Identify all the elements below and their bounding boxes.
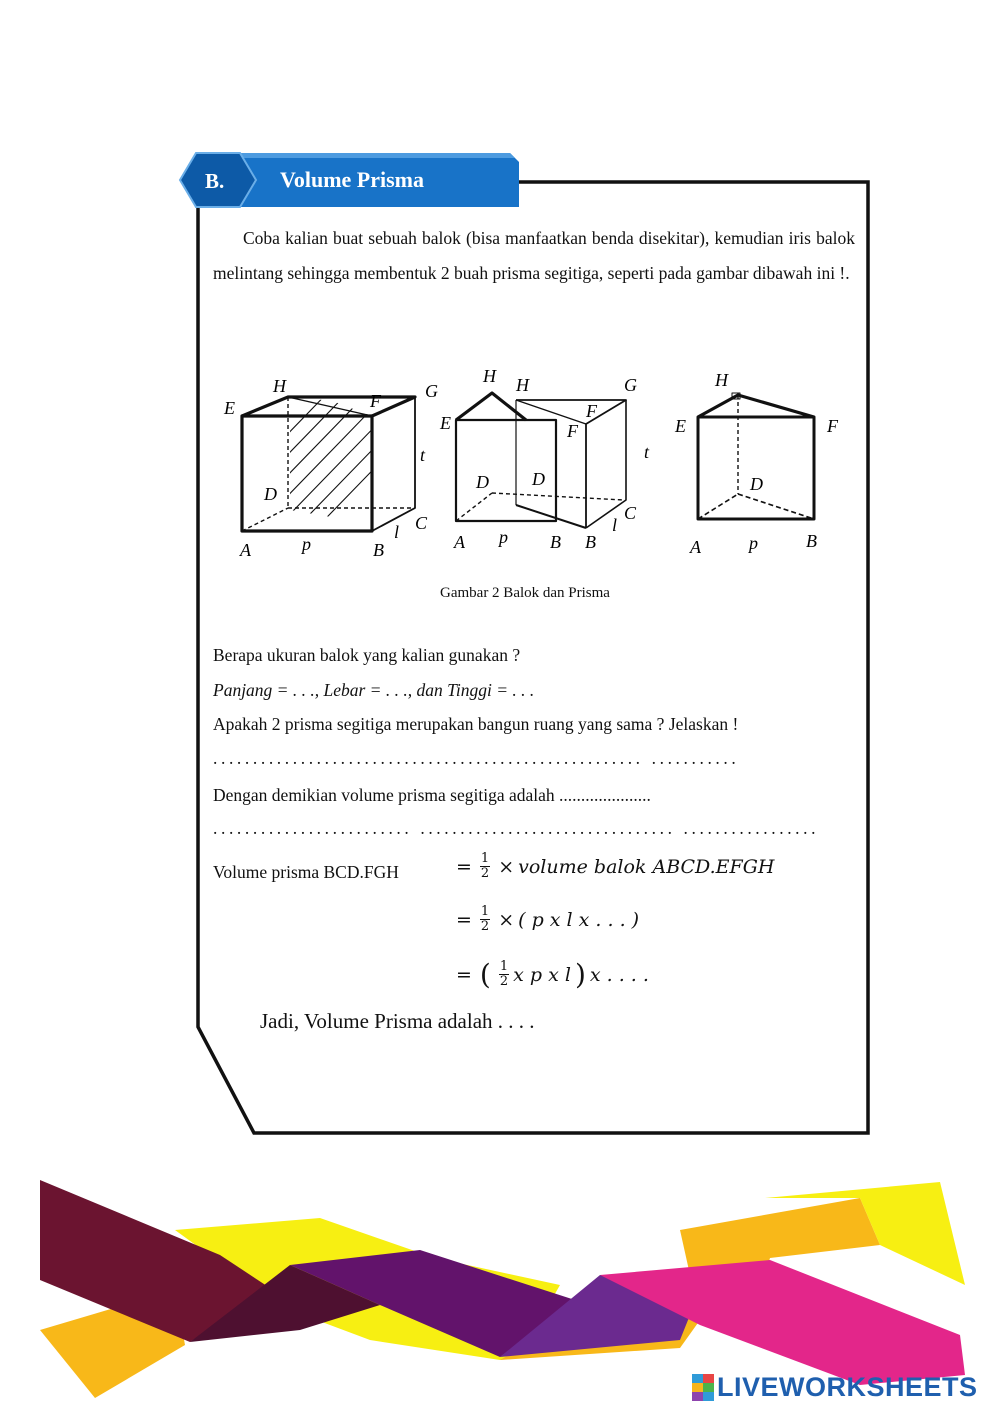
answer-line-2: ......................... ................................ ................. — [213, 818, 820, 838]
liveworksheets-logo-icon — [692, 1374, 714, 1402]
formula-line-1: = $\frac{1}{2}$ × volume balok ABCD.EFGH — [456, 851, 775, 881]
prism-label-D: D — [750, 474, 763, 494]
cube-label-l: l — [394, 522, 400, 542]
split-label-D2: D — [532, 469, 545, 489]
cube-label-G: G — [425, 381, 438, 401]
split-label-E: E — [440, 413, 451, 433]
dimensions-fill: Panjang = . . ., Lebar = . . ., dan Tinggi = . . . — [213, 680, 535, 700]
formula-label: Volume prisma BCD.FGH — [213, 862, 399, 882]
split-label-p: p — [499, 527, 508, 547]
fraction-half: $\frac{1}{2}$ — [480, 851, 490, 881]
prism-label-H: H — [715, 370, 728, 390]
formula-2-rest: ( p x l x . . . ) — [518, 908, 640, 931]
split-label-l: l — [612, 515, 618, 535]
formula-3-inner: x p x l — [513, 963, 571, 986]
formula-1-rest: volume balok ABCD.EFGH — [518, 855, 775, 878]
cube-label-E: E — [224, 398, 235, 418]
prism-label-F: F — [827, 416, 838, 436]
section-title: Volume Prisma — [280, 167, 425, 192]
title-banner-highlight — [232, 153, 515, 158]
intro-paragraph: Coba kalian buat sebuah balok (bisa manfaatkan benda disekitar), kemudian iris balok melintang sehingga membentuk 2 buah prisma segitiga, seperti pada gambar dibawah ini !. — [213, 228, 855, 283]
split-label-C: C — [624, 503, 637, 523]
cube-label-A: A — [240, 540, 251, 560]
answer-line-1: ...................................................... ........... — [213, 748, 740, 768]
cube-label-C: C — [415, 513, 428, 533]
split-label-B: B — [550, 532, 561, 552]
question-volume: Dengan demikian volume prisma segitiga adalah ..................... — [213, 785, 651, 805]
triangular-prism-figure — [698, 393, 814, 519]
split-label-t: t — [644, 442, 650, 462]
formula-line-2: = $\frac{1}{2}$ × ( p x l x . . . ) — [456, 904, 640, 934]
liveworksheets-watermark — [692, 1372, 978, 1403]
conclusion-line: Jadi, Volume Prisma adalah . . . . — [260, 1009, 535, 1033]
section-letter: B. — [205, 169, 225, 193]
formula-3-rest: x . . . . — [589, 963, 649, 986]
cube-label-H: H — [273, 376, 286, 396]
prism-label-B: B — [806, 531, 817, 551]
split-cube-figure — [456, 393, 626, 528]
question-dimensions: Berapa ukuran balok yang kalian gunakan ? — [213, 645, 521, 665]
balok-prisma-figure — [200, 360, 870, 575]
question-same-shape: Apakah 2 prisma segitiga merupakan bangun ruang yang sama ? Jelaskan ! — [213, 714, 739, 734]
split-label-B2: B — [585, 532, 596, 552]
split-label-H2: H — [516, 375, 529, 395]
split-label-F2: F — [567, 421, 578, 441]
prism-label-p: p — [749, 533, 758, 553]
split-label-F: F — [586, 401, 597, 421]
prism-label-E: E — [675, 416, 686, 436]
figure-caption: Gambar 2 Balok dan Prisma — [440, 585, 610, 601]
watermark-text: LIVEWORKSHEETS — [717, 1372, 978, 1402]
cube-label-t: t — [420, 445, 426, 465]
formula-line-3: = ( $\frac{1}{2}$ x p x l ) x . . . . — [456, 958, 649, 991]
fraction-half-3: $\frac{1}{2}$ — [499, 959, 509, 989]
split-label-H: H — [483, 366, 496, 386]
prism-label-A: A — [690, 537, 701, 557]
split-label-G: G — [624, 375, 637, 395]
fraction-half-2: $\frac{1}{2}$ — [480, 904, 490, 934]
cube-label-F: F — [370, 391, 381, 411]
split-label-A: A — [454, 532, 465, 552]
cube-label-p: p — [302, 534, 311, 554]
cube-label-B: B — [373, 540, 384, 560]
cube-label-D: D — [264, 484, 277, 504]
split-label-D: D — [476, 472, 489, 492]
